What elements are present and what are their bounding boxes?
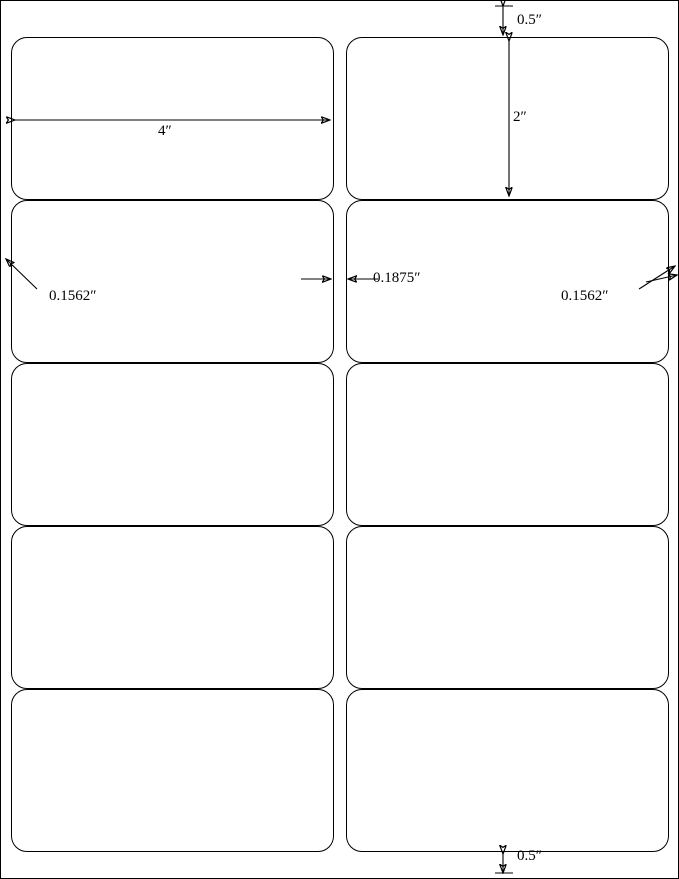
label-cell-r3c1 [11,363,334,526]
label-cell-r3c2 [346,363,669,526]
label-cell-r4c1 [11,526,334,689]
label-cell-r5c2 [346,689,669,852]
dimension-label-width: 4″ [158,123,172,139]
dimension-horizontal-gap: 0.1875″ [373,270,421,286]
label-cell-r1c2 [346,37,669,200]
label-cell-r4c2 [346,526,669,689]
label-cell-r5c1 [11,689,334,852]
dimension-right-margin: 0.1562″ [561,288,609,304]
dimension-label-height: 2″ [513,109,527,125]
label-cell-r1c1 [11,37,334,200]
label-cell-r2c1 [11,200,334,363]
dimension-top-margin: 0.5″ [517,12,542,28]
dimension-bottom-margin: 0.5″ [517,848,542,864]
dimension-left-margin: 0.1562″ [49,288,97,304]
